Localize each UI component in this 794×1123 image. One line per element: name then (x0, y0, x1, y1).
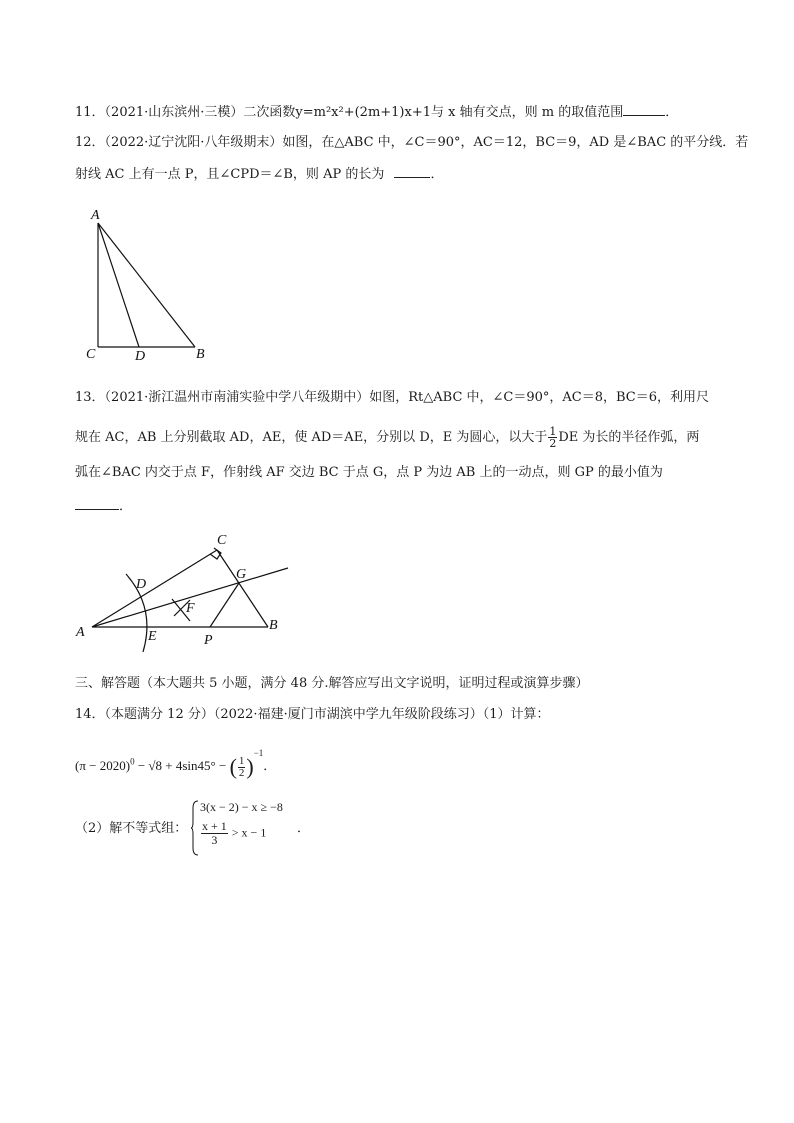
label-g: G (236, 567, 247, 582)
segment-ab (98, 223, 195, 347)
ray-af (92, 568, 288, 627)
answer-blank (623, 103, 665, 116)
label-b: B (196, 347, 205, 362)
question-12-line-2 (75, 165, 444, 184)
fraction-half: $\frac{1}{2}$ (549, 425, 557, 450)
question-11-tail: ． (665, 105, 679, 120)
question-13-tail: ． (119, 499, 133, 514)
question-14-intro: 14．（本题满分 12 分）（2022·福建·厦门市湖滨中学九年级阶段练习）（1）计算： (75, 707, 550, 722)
label-e: E (148, 629, 157, 644)
segment-ad (98, 223, 139, 347)
figure-q12-triangle (80, 205, 220, 365)
label-d: D (136, 577, 147, 592)
expr-exponent-neg1: −1 (253, 748, 264, 758)
label-p: P (204, 633, 213, 648)
section-3-title: 三、解答题（本大题共 5 小题，满分 48 分.解答应写出文字说明，证明过程或演算步骤） (75, 676, 589, 691)
segment-cb (217, 550, 268, 627)
label-b: B (269, 618, 278, 633)
inequality-2 (200, 820, 266, 847)
question-13-line-2 (75, 426, 699, 449)
figure-q13-triangle (70, 528, 300, 658)
label-a: A (91, 208, 100, 223)
question-11 (75, 103, 678, 122)
expr-part-b: − √8 + 4sin45° − (134, 758, 230, 773)
expr-fraction: $\frac{1}{2}$ (238, 754, 245, 779)
expr-tail: ． (263, 758, 277, 773)
label-d: D (135, 349, 146, 364)
label-c: C (86, 347, 96, 362)
question-13-line-2a: 规在 AC，AB 上分别截取 AD，AE，使 AD＝AE，分别以 D，E 为圆心，以大于 (75, 430, 548, 445)
question-11-text: 11．（2021·山东滨州·三模）二次函数y=m²x²+(2m+1)x+1与 x 轴有交点，则 m 的取值范围 (75, 105, 624, 120)
question-12-line-1: 12．（2022·辽宁沈阳·八年级期末）如图，在△ABC 中，∠C＝90°，AC＝12，BC＝9，AD 是∠BAC 的平分线．若 (75, 135, 749, 150)
label-c: C (217, 533, 227, 548)
inequality-1: 3(x − 2) − x ≥ −8 (200, 800, 283, 814)
segment-ac (92, 550, 217, 627)
expr-part-a: (π − 2020) (75, 758, 131, 773)
question-13-line-3: 弧在∠BAC 内交于点 F，作射线 AF 交边 BC 于点 G，点 P 为边 AB 上的一动点，则 GP 的最小值为 (75, 465, 663, 480)
answer-blank (75, 497, 119, 510)
question-13-line-2b: DE 为长的半径作弧，两 (558, 430, 700, 445)
q14-part-2-label: （2）解不等式组： (75, 821, 188, 836)
paren-open: ( (229, 754, 237, 780)
brace-icon (191, 800, 199, 856)
label-a: A (76, 625, 85, 640)
question-13-line-4 (75, 497, 132, 516)
question-12-line-2-text: 射线 AC 上有一点 P，且∠CPD＝∠B，则 AP 的长为 (75, 167, 385, 182)
q14-expression (75, 748, 276, 780)
label-f: F (186, 601, 195, 616)
question-13-line-1: 13．（2021·浙江温州市南浦实验中学八年级期中）如图，Rt△ABC 中，∠C＝90°，AC＝8，BC＝6，利用尺 (75, 390, 710, 405)
question-12-tail: ． (430, 167, 444, 182)
answer-blank (394, 165, 430, 178)
expr-exponent-0: 0 (130, 756, 135, 767)
q14-part-2-tail: ． (297, 821, 311, 836)
inequality-2-fraction: $\frac{x + 1}{3}$ (202, 819, 227, 847)
inequality-2-rhs: > x − 1 (231, 825, 267, 840)
paren-close: ) (246, 754, 254, 780)
